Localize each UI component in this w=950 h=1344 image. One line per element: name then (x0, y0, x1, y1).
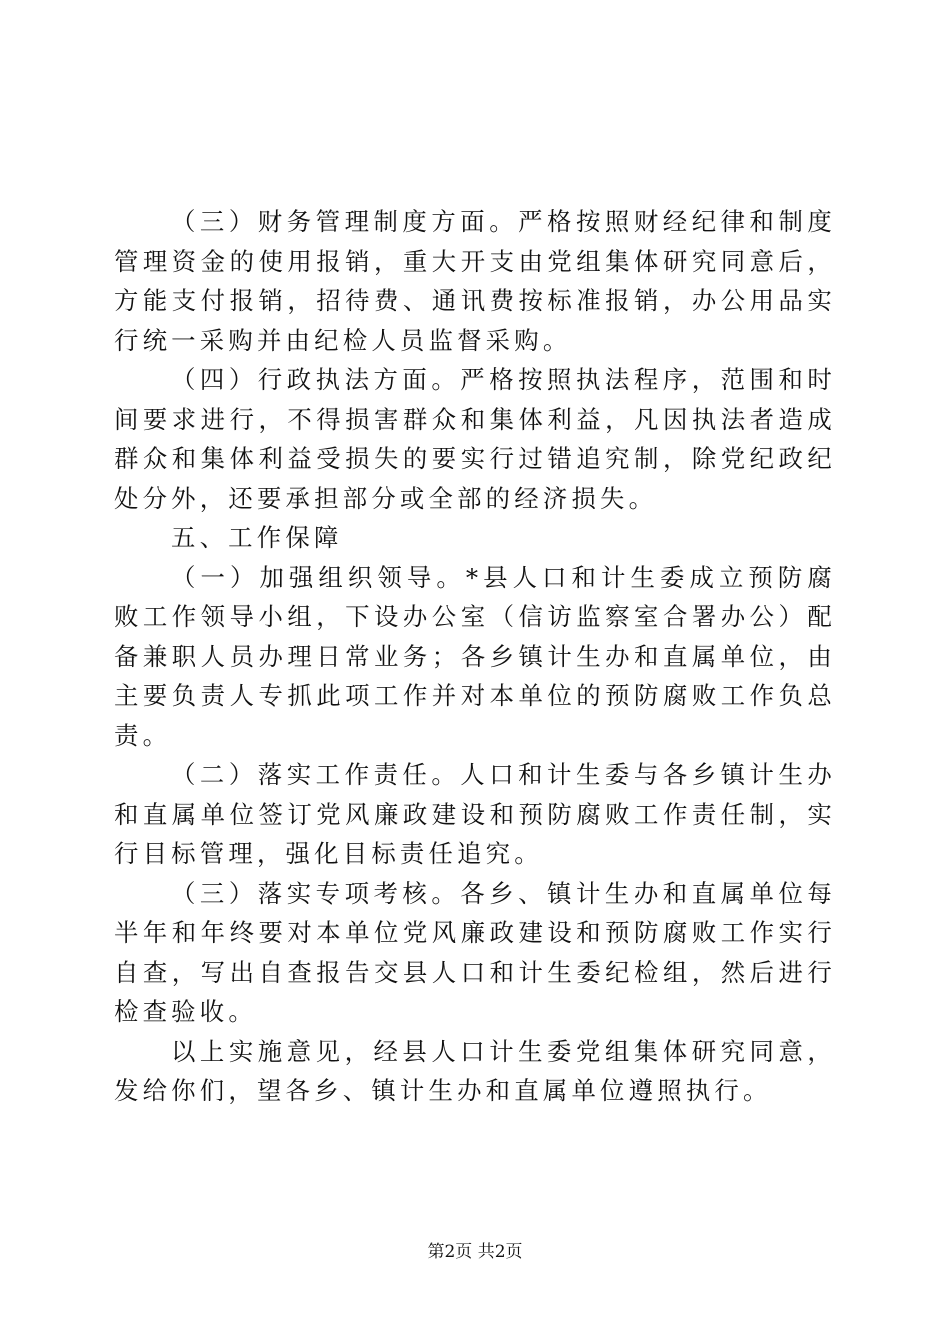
page-number-footer: 第2页 共2页 (427, 1242, 523, 1262)
paragraph-responsibility: （二）落实工作责任。人口和计生委与各乡镇计生办和直属单位签订党风廉政建设和预防腐败工作责任制，实行目标管理，强化目标责任追究。 (114, 760, 836, 868)
document-body (114, 202, 836, 1111)
paragraph-law-enforcement: （四）行政执法方面。严格按照执法程序，范围和时间要求进行，不得损害群众和集体利益，凡因执法者造成群众和集体利益受损失的要实行过错追究制，除党纪政纪处分外，还要承担部分或全部的经济损失。 (114, 365, 836, 513)
section-heading-work-guarantee: 五、工作保障 (171, 523, 343, 552)
paragraph-organization: （一）加强组织领导。*县人口和计生委成立预防腐败工作领导小组，下设办公室（信访监察室合署办公）配备兼职人员办理日常业务；各乡镇计生办和直属单位，由主要负责人专抓此项工作并对本单位的预防腐败工作负总责。 (114, 562, 836, 750)
paragraph-assessment: （三）落实专项考核。各乡、镇计生办和直属单位每半年和年终要对本单位党风廉政建设和预防腐败工作实行自查，写出自查报告交县人口和计生委纪检组，然后进行检查验收。 (114, 878, 836, 1026)
paragraph-closing: 以上实施意见，经县人口计生委党组集体研究同意，发给你们，望各乡、镇计生办和直属单位遵照执行。 (114, 1036, 836, 1105)
paragraph-finance: （三）财务管理制度方面。严格按照财经纪律和制度管理资金的使用报销，重大开支由党组集体研究同意后，方能支付报销，招待费、通讯费按标准报销，办公用品实行统一采购并由纪检人员监督采购。 (114, 207, 836, 355)
